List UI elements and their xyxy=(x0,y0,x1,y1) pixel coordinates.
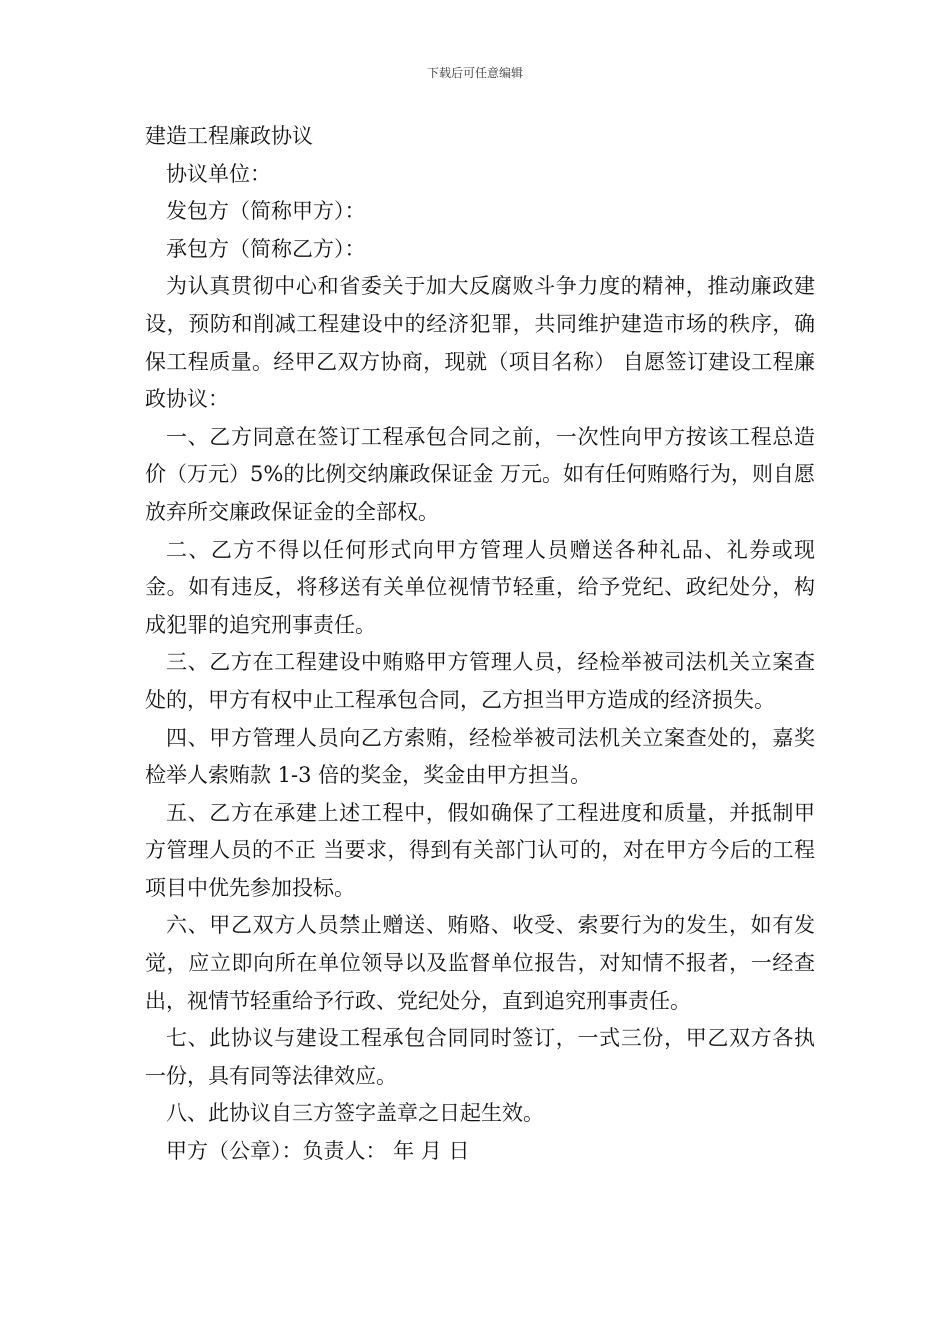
party-b-line: 承包方（简称乙方）： xyxy=(166,236,366,261)
clause-7: 七、此协议与建设工程承包合同同时签订，一式三份，甲乙双方各执一份，具有同等法律效应。 xyxy=(145,1026,815,1088)
clause-5: 五、乙方在承建上述工程中，假如确保了工程进度和质量，并抵制甲方管理人员的不正 当要求，得到有关部门认可的，对在甲方今后的工程项目中优先参加投标。 xyxy=(145,800,815,900)
preamble-paragraph: 为认真贯彻中心和省委关于加大反腐败斗争力度的精神，推动廉政建设，预防和削减工程建设中的经济犯罪，共同维护建造市场的秩序，确保工程质量。经甲乙双方协商，现就（项目名称） 自愿签订建设工程廉政协议： xyxy=(145,274,815,412)
party-a-line: 发包方（简称甲方）： xyxy=(166,199,366,224)
clause-6: 六、甲乙双方人员禁止赠送、贿赂、收受、索要行为的发生，如有发觉，应立即向所在单位领导以及监督单位报告，对知情不报者，一经查出，视情节轻重给予行政、党纪处分，直到追究刑事责任。 xyxy=(145,913,815,1013)
clause-4: 四、甲方管理人员向乙方索贿，经检举被司法机关立案查处的，嘉奖检举人索贿款 1-3 倍的奖金，奖金由甲方担当。 xyxy=(145,725,815,788)
document-title: 建造工程廉政协议 xyxy=(145,124,313,148)
document-body xyxy=(145,118,815,1171)
agreement-units-line: 协议单位： xyxy=(166,161,271,186)
clause-3: 三、乙方在工程建设中贿赂甲方管理人员，经检举被司法机关立案查处的，甲方有权中止工程承包合同，乙方担当甲方造成的经济损失。 xyxy=(145,650,815,712)
clause-1: 一、乙方同意在签订工程承包合同之前，一次性向甲方按该工程总造价（万元）5%的比例交纳廉政保证金 万元。如有任何贿赂行为，则自愿放弃所交廉政保证金的全部权。 xyxy=(145,424,815,524)
signature-line: 甲方（公章）：负责人： 年 月 日 xyxy=(166,1139,470,1164)
clause-2: 二、乙方不得以任何形式向甲方管理人员赠送各种礼品、礼券或现金。如有违反，将移送有关单位视情节轻重，给予党纪、政纪处分，构成犯罪的追究刑事责任。 xyxy=(145,537,815,637)
page-header: 下载后可任意编辑 xyxy=(426,66,523,80)
clause-8: 八、此协议自三方签字盖章之日起生效。 xyxy=(166,1101,544,1126)
